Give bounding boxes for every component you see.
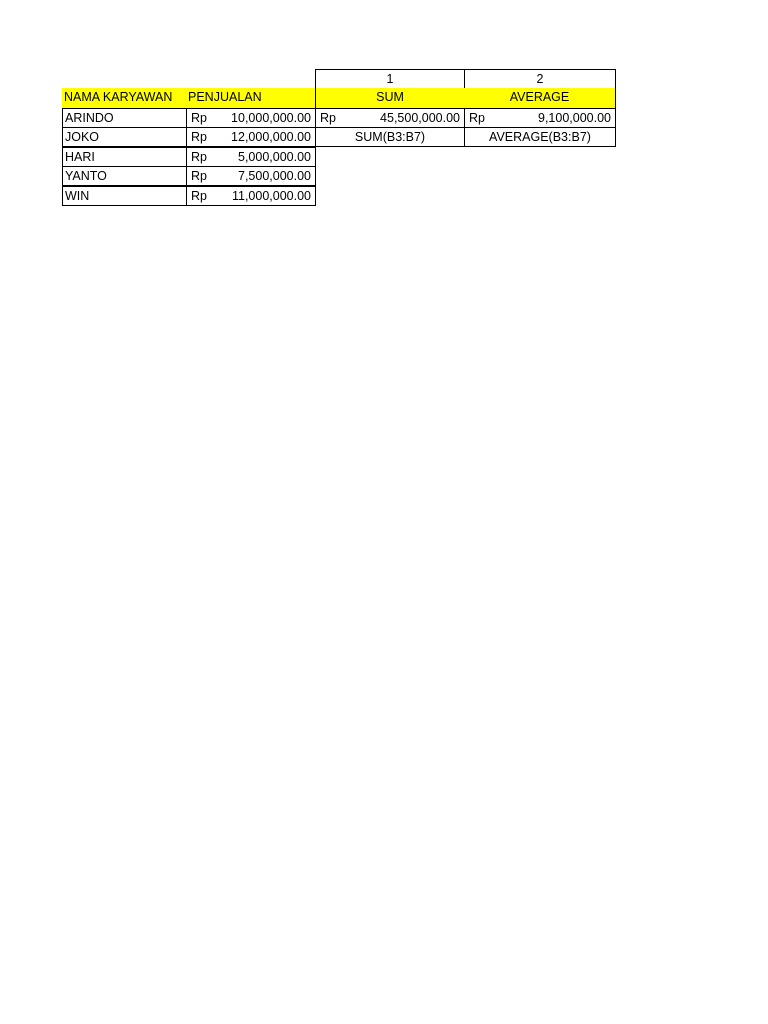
sales-value: 12,000,000.00 xyxy=(231,130,311,144)
employee-name-cell: YANTO xyxy=(62,166,187,186)
header-nama-karyawan: NAMA KARYAWAN xyxy=(62,88,186,108)
sales-value: 7,500,000.00 xyxy=(238,169,311,183)
average-formula-cell: AVERAGE(B3:B7) xyxy=(464,127,616,147)
sum-value: 45,500,000.00 xyxy=(380,111,460,125)
currency-label: Rp xyxy=(191,189,207,203)
sales-cell xyxy=(186,127,316,147)
employee-name-cell: JOKO xyxy=(62,127,187,147)
column-number-2: 2 xyxy=(464,69,616,89)
sum-formula-cell: SUM(B3:B7) xyxy=(315,127,465,147)
header-average: AVERAGE xyxy=(464,88,616,108)
sales-value: 10,000,000.00 xyxy=(231,111,311,125)
header-penjualan: PENJUALAN xyxy=(186,88,316,108)
employee-name-cell: WIN xyxy=(62,186,187,206)
header-sum: SUM xyxy=(315,88,465,108)
sales-cell xyxy=(186,166,316,186)
sales-cell xyxy=(186,186,316,206)
currency-label: Rp xyxy=(191,169,207,183)
sales-value: 11,000,000.00 xyxy=(231,189,311,203)
sales-value: 5,000,000.00 xyxy=(238,150,311,164)
currency-label: Rp xyxy=(191,150,207,164)
column-number-1: 1 xyxy=(315,69,465,89)
currency-label: Rp xyxy=(191,111,207,125)
employee-name-cell: ARINDO xyxy=(62,108,187,128)
currency-label: Rp xyxy=(191,130,207,144)
employee-name-cell: HARI xyxy=(62,147,187,167)
average-result-cell xyxy=(464,108,616,128)
sales-cell xyxy=(186,147,316,167)
currency-label: Rp xyxy=(320,111,336,125)
average-value: 9,100,000.00 xyxy=(538,111,611,125)
sum-result-cell xyxy=(315,108,465,128)
currency-label: Rp xyxy=(469,111,485,125)
sales-cell xyxy=(186,108,316,128)
